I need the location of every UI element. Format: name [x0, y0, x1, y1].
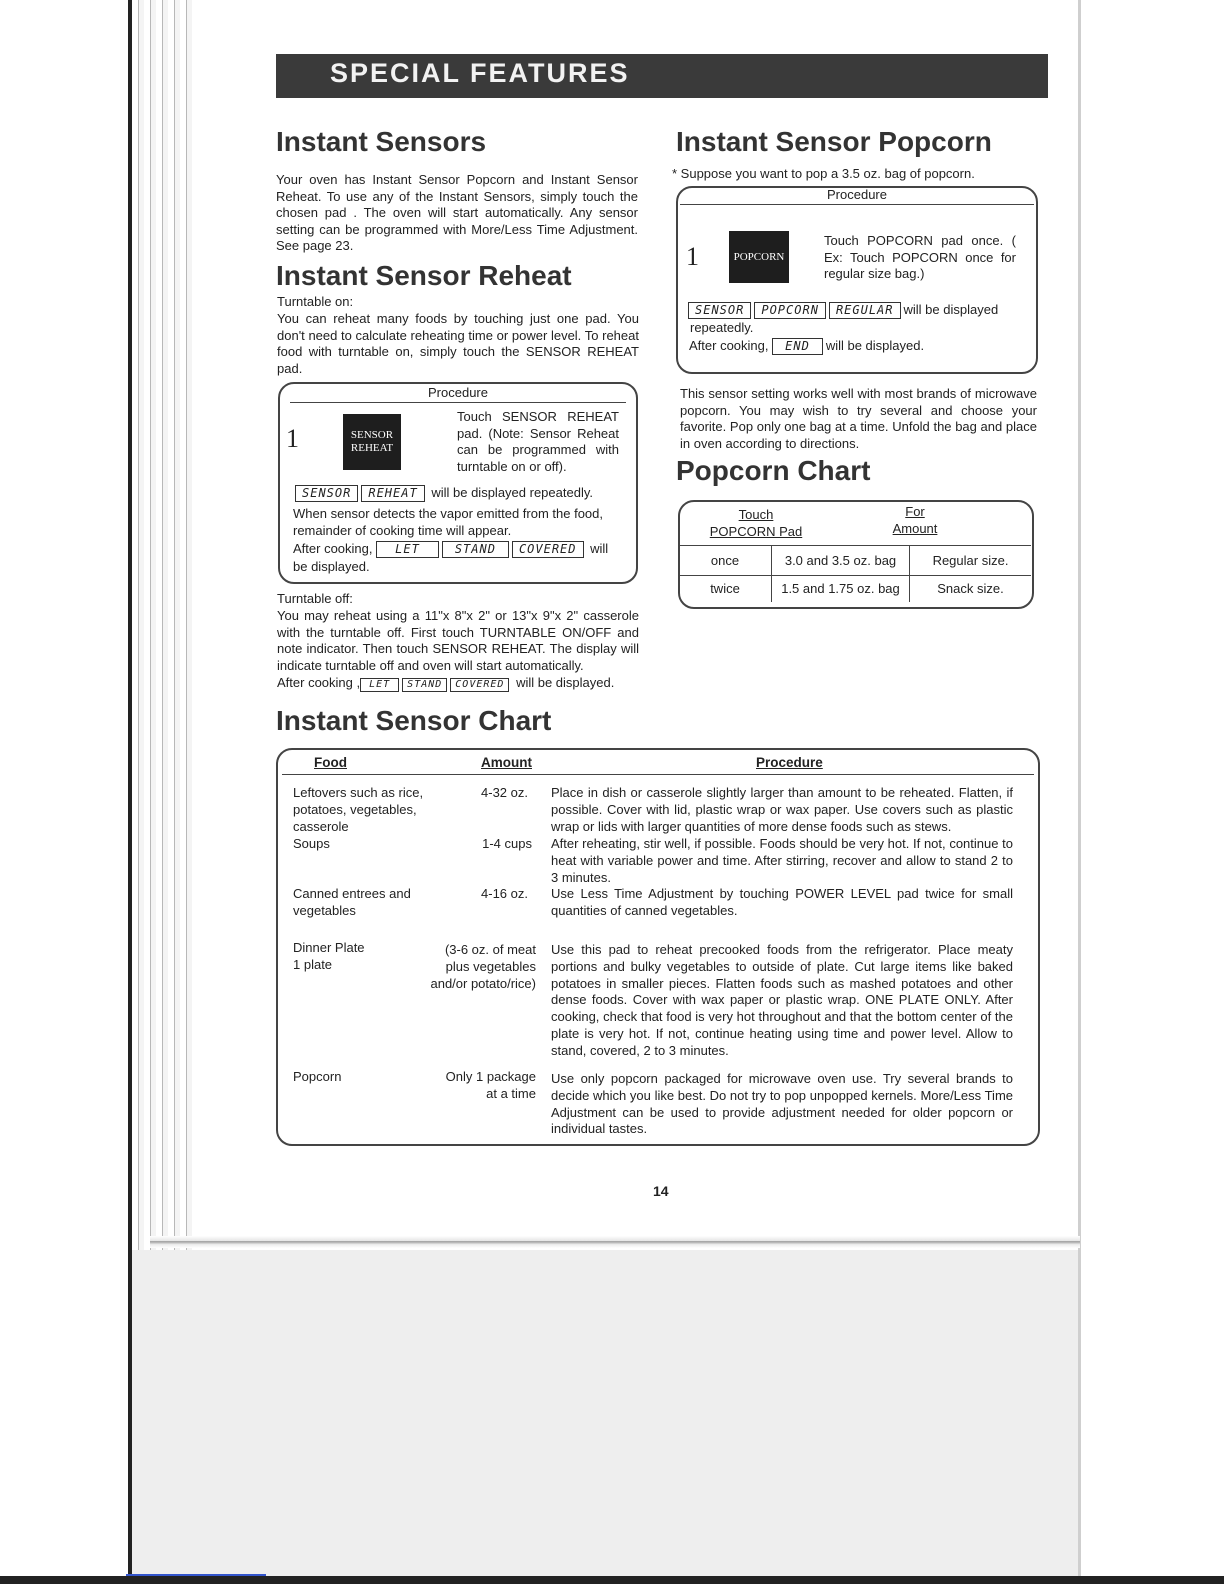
instant-sensors-body: Your oven has Instant Sensor Popcorn and Instant Sensor Reheat. To use any of the Instant Sensors, simply touch the chosen pad . The oven will start automatically. Any sensor setting can be programmed with More/Less Time Adjustment. See page 23. [276, 172, 638, 253]
sc-food: Soups [293, 836, 330, 851]
reheat-after-suffix: will [590, 541, 609, 556]
scan-margin-right [1078, 0, 1224, 1584]
turntable-off-body: You may reheat using a 11"x 8"x 2" or 13"x 9"x 2" casserole with the turntable off. First touch TURNTABLE ON/OFF and note indicator. Then touch SENSOR REHEAT. The display will indicate turntable off and oven will start automatically. [277, 608, 639, 673]
reheat-step-number: 1 [286, 424, 299, 453]
instant-sensors-title: Instant Sensors [276, 126, 487, 157]
off-lcd-covered: COVERED [450, 678, 509, 692]
off-after-suffix: will be displayed. [516, 675, 615, 690]
sc-procedure: Use only popcorn packaged for microwave oven use. Try several brands to decide which you like best. Do not try to pop unpopped kernels. More/Less Time Adjustment can be used to provide adjustment needed for older popcorn or individual tastes. [551, 1071, 1013, 1137]
sc-amount: 4-32 oz. [481, 785, 528, 800]
pc-row [679, 576, 1031, 602]
pc-for: Regular size. [910, 546, 1032, 576]
pc-amount: 1.5 and 1.75 oz. bag [772, 576, 910, 602]
turntable-off-after-line [277, 675, 639, 692]
reheat-after-line [293, 541, 633, 558]
sc-amount: Only 1 package at a time [445, 1069, 536, 1101]
reheat-display-line [295, 485, 635, 502]
scan-artifact-line [126, 1574, 266, 1576]
popcorn-step-number: 1 [686, 242, 699, 271]
sc-amount: (3-6 oz. of meat plus vegetables and/or potato/rice) [430, 942, 536, 991]
scanner-bed [132, 1250, 1078, 1584]
popcorn-body: This sensor setting works well with most brands of microwave popcorn. You may wish to try several and choose your favorite. Pop only one bag at a time. Unfold the bag and place in oven according to directions. [680, 386, 1037, 451]
sensor-chart-title: Instant Sensor Chart [276, 705, 552, 736]
popcorn-after-suffix: will be displayed. [825, 338, 925, 353]
page-right-edge [1078, 0, 1081, 1584]
sensor-reheat-body: You can reheat many foods by touching just one pad. You don't need to calculate reheating time or power level. To reheat food with turntable on, simply touch the SENSOR REHEAT pad. [277, 311, 639, 376]
lcd-stand: STAND [442, 541, 509, 558]
sc-header-food: Food [314, 755, 347, 770]
sensor-reheat-pad[interactable] [343, 414, 401, 470]
popcorn-after-prefix: After cooking, [689, 338, 769, 353]
popcorn-step-text: Touch POPCORN pad once. ( Ex: Touch POPCORN once for regular size bag.) [824, 233, 1016, 281]
pc-col2-header-line1: For [905, 504, 925, 519]
off-lcd-stand: STAND [402, 678, 447, 692]
reheat-after-prefix: After cooking, [293, 541, 373, 556]
scan-bottom-border [0, 1576, 1224, 1584]
page-number: 14 [653, 1183, 669, 1199]
popcorn-display-suffix: will be displayed [903, 302, 999, 317]
sensor-chart-header-rule [282, 774, 1034, 775]
sc-header-amount: Amount [481, 755, 532, 770]
page-bottom-edge [150, 1236, 1080, 1248]
pc-touch: once [679, 546, 772, 576]
reheat-procedure-header: Procedure [428, 385, 488, 400]
reheat-step-text: Touch SENSOR REHEAT pad. (Note: Sensor Reheat can be programmed with turntable on or off). [457, 409, 619, 474]
lcd-sensor: SENSOR [295, 485, 358, 502]
reheat-vapor-text: When sensor detects the vapor emitted from the food, remainder of cooking time will appear. [293, 506, 603, 538]
pc-amount: 3.0 and 3.5 oz. bag [772, 546, 910, 576]
pc-col1-header-line2: POPCORN Pad [709, 523, 803, 539]
popcorn-pad[interactable]: POPCORN [729, 231, 789, 283]
popcorn-chart-title: Popcorn Chart [676, 455, 871, 486]
pc-for: Snack size. [910, 576, 1032, 602]
pc-row [679, 546, 1031, 576]
off-lcd-let: LET [360, 678, 399, 692]
lcd-regular: REGULAR [829, 302, 901, 319]
popcorn-chart-table [679, 545, 1031, 602]
pc-col1-header-line1: Touch [738, 507, 774, 522]
sc-amount: 1-4 cups [482, 836, 532, 851]
reheat-procedure-rule [290, 402, 626, 403]
scan-margin-left [0, 0, 130, 1584]
popcorn-suppose-text: * Suppose you want to pop a 3.5 oz. bag of popcorn. [672, 166, 975, 181]
pc-col1-header [678, 507, 834, 541]
reheat-display-suffix: will be displayed repeatedly. [431, 485, 593, 500]
sensor-reheat-title: Instant Sensor Reheat [276, 260, 572, 291]
lcd-popcorn: POPCORN [754, 302, 826, 319]
reheat-after-line2: be displayed. [293, 559, 370, 574]
popcorn-display-line [688, 302, 1034, 319]
sensor-reheat-pad-line1: SENSOR [350, 429, 394, 441]
page-stack-edges [132, 0, 192, 1250]
sensor-reheat-pad-line2: REHEAT [350, 442, 394, 454]
sc-food: Leftovers such as rice, potatoes, vegetables, casserole [293, 785, 424, 834]
popcorn-display-line2: repeatedly. [690, 320, 754, 335]
turntable-off-label: Turntable off: [277, 591, 353, 606]
sc-amount: 4-16 oz. [481, 886, 528, 901]
sc-food: Popcorn [293, 1069, 342, 1084]
sc-procedure: Use this pad to reheat precooked foods from the refrigerator. Place meaty portions and bulky vegetables to outside of plate. Cut large items like baked potatoes in smaller pieces. Flatten foods such as mashed potatoes and other dense foods. Cover with wax paper or plastic wrap. ONE PLATE ONLY. After cooking, check that food is very hot throughout and that the bottom center of the plate is very hot. If not, continue heating using time and power level. Allow to stand, covered, 2 to 3 minutes. [551, 942, 1013, 1058]
lcd-end: END [772, 338, 823, 355]
sc-procedure: Use Less Time Adjustment by touching POWER LEVEL pad twice for small quantities of canned vegetables. [551, 886, 1013, 918]
sensor-popcorn-title: Instant Sensor Popcorn [676, 126, 992, 157]
sc-header-procedure: Procedure [756, 755, 823, 770]
popcorn-procedure-rule [680, 204, 1034, 205]
pc-col2-header [855, 504, 975, 538]
sc-procedure: After reheating, stir well, if possible. Foods should be very hot. If not, continue to heat with variable power and time. After stirring, recover and allow to stand 2 to 3 minutes. [551, 836, 1013, 885]
popcorn-procedure-header: Procedure [827, 187, 887, 202]
sc-procedure: Place in dish or casserole slightly larger than amount to be reheated. Flatten, if possible. Cover with lid, plastic wrap or wax paper. Use covers such as plastic wrap or lids with larger quantities of more dense foods such as stews. [551, 785, 1013, 834]
lcd-covered: COVERED [512, 541, 584, 558]
lcd-let: LET [376, 541, 439, 558]
sc-food: Canned entrees and vegetables [293, 886, 411, 918]
popcorn-after-line [689, 338, 1029, 355]
off-after-prefix: After cooking , [277, 675, 361, 690]
lcd-reheat: REHEAT [361, 485, 424, 502]
turntable-on-label: Turntable on: [277, 294, 354, 309]
banner-title: SPECIAL FEATURES [330, 58, 630, 88]
sc-food: Dinner Plate 1 plate [293, 940, 365, 972]
pc-touch: twice [679, 576, 772, 602]
pc-col2-header-line2: Amount [892, 520, 938, 536]
lcd-popcorn-sensor: SENSOR [688, 302, 751, 319]
